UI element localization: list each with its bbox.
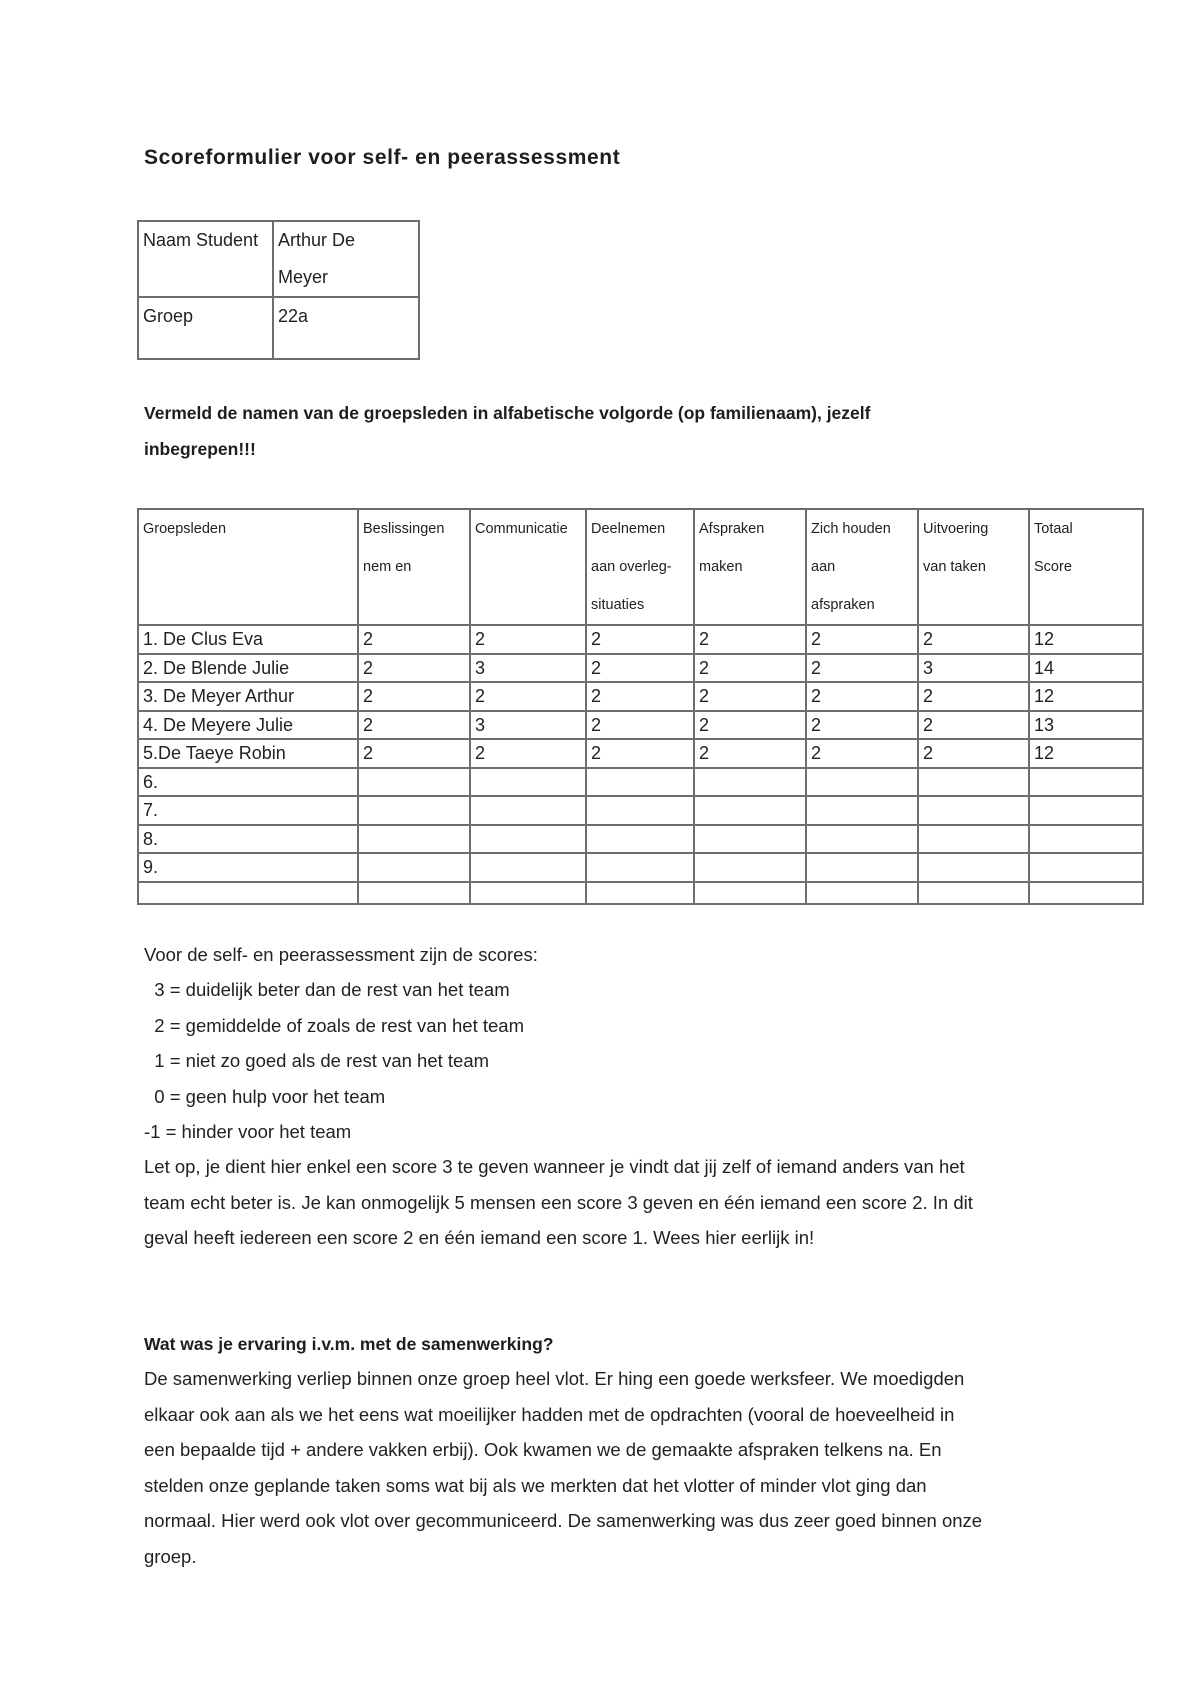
score-cell: 2 [586,625,694,654]
score-cell: 2 [806,711,918,740]
score-cell [358,768,470,797]
score-cell [1029,825,1143,854]
column-header [694,509,806,625]
score-cell: 3 [918,654,1029,683]
name-label: Naam Student [138,221,273,297]
scale-text-line: Let op, je dient hier enkel een score 3 te geven wanneer je vindt dat jij zelf of iemand anders van het [144,1156,965,1178]
score-cell [694,796,806,825]
score-cell: 3 [470,654,586,683]
group-row [138,297,419,359]
column-header-text: van taken [923,559,986,575]
column-header [806,509,918,625]
member-name-cell: 4. De Meyere Julie [138,711,358,740]
column-header [138,509,358,625]
group-label: Groep [138,297,273,359]
table-row [138,882,1143,904]
score-cell [694,768,806,797]
member-name-cell: 1. De Clus Eva [138,625,358,654]
experience-heading: Wat was je ervaring i.v.m. met de samenwerking? [144,1334,554,1354]
score-cell [586,882,694,904]
score-cell: 2 [358,711,470,740]
experience-text-line: een bepaalde tijd + andere vakken erbij). Ook kwamen we de gemaakte afspraken telkens na. En [144,1439,942,1460]
name-value [273,221,419,297]
score-cell: 12 [1029,625,1143,654]
table-row [138,625,1143,654]
score-cell: 2 [694,711,806,740]
column-header-text: Communicatie [475,521,568,537]
score-cell: 2 [358,739,470,768]
score-cell: 2 [694,739,806,768]
column-header-text: aan [811,559,836,575]
score-cell [694,853,806,882]
member-name-cell: 3. De Meyer Arthur [138,682,358,711]
score-cell [1029,796,1143,825]
score-cell: 2 [806,625,918,654]
table-row [138,711,1143,740]
score-cell: 2 [586,739,694,768]
column-header-text: nem en [363,559,412,575]
score-cell [470,768,586,797]
column-header-text: maken [699,559,743,575]
scale-text-line: 1 = niet zo goed als de rest van het team [144,1050,490,1072]
score-cell: 2 [358,682,470,711]
score-cell: 2 [806,739,918,768]
score-cell [918,882,1029,904]
score-cell: 2 [470,682,586,711]
score-cell [1029,853,1143,882]
score-cell [470,796,586,825]
scale-text-line: Voor de self- en peerassessment zijn de scores: [144,944,538,965]
score-cell [806,825,918,854]
score-cell: 2 [806,654,918,683]
score-cell [1029,768,1143,797]
column-header [470,509,586,625]
experience-text-line: elkaar ook aan als we het eens wat moeilijker hadden met de opdrachten (vooral de hoeveelheid in [144,1403,955,1425]
score-cell: 2 [358,654,470,683]
score-cell [586,853,694,882]
score-cell [586,796,694,825]
column-header-text: Score [1034,559,1072,575]
score-cell [918,768,1029,797]
score-cell: 12 [1029,739,1143,768]
table-row [138,825,1143,854]
column-header-text: Afspraken [699,521,765,537]
page-title: Scoreformulier voor self- en peerassessment [144,146,621,169]
member-name-cell: 6. [138,768,358,797]
score-cell: 2 [918,625,1029,654]
scale-text-line: -1 = hinder voor het team [144,1121,352,1142]
member-name-cell: 8. [138,825,358,854]
score-cell: 2 [694,654,806,683]
column-header-text: Groepsleden [143,521,227,537]
table-row [138,654,1143,683]
score-cell [470,853,586,882]
column-header [1029,509,1143,625]
score-cell [806,796,918,825]
column-header-text: Totaal [1034,521,1073,537]
score-cell [586,768,694,797]
score-cell: 3 [470,711,586,740]
column-header-text: afspraken [811,597,875,613]
experience-text-line: normaal. Hier werd ook vlot over gecommuniceerd. De samenwerking was dus zeer goed binnen onze [144,1510,983,1531]
column-header-text: aan overleg- [591,559,672,575]
scale-text-line: geval heeft iedereen een score 2 en één iemand een score 1. Wees hier eerlijk in! [144,1227,815,1249]
score-cell: 2 [918,682,1029,711]
score-cell: 2 [806,682,918,711]
group-value: 22a [273,297,419,359]
student-info-table [137,220,420,360]
table-row [138,768,1143,797]
table-header-row [138,509,1143,625]
score-cell: 2 [694,625,806,654]
score-cell: 2 [470,739,586,768]
name-line2: Meyer [278,267,329,287]
score-cell [806,853,918,882]
experience-text-line: groep. [144,1545,197,1567]
score-cell [806,882,918,904]
column-header-text: situaties [591,597,645,613]
instruction-line-2: inbegrepen!!! [144,439,256,459]
score-cell: 13 [1029,711,1143,740]
score-cell: 2 [586,654,694,683]
score-cell: 2 [918,739,1029,768]
score-cell [694,882,806,904]
table-row [138,739,1143,768]
scale-text-line: 3 = duidelijk beter dan de rest van het team [144,979,510,1001]
score-cell: 2 [586,682,694,711]
score-cell [806,768,918,797]
column-header-text: Deelnemen [591,521,666,537]
score-cell [470,882,586,904]
column-header [586,509,694,625]
score-cell [918,796,1029,825]
column-header [358,509,470,625]
member-name-cell: 9. [138,853,358,882]
member-name-cell: 2. De Blende Julie [138,654,358,683]
member-name-cell [138,882,358,904]
table-row [138,853,1143,882]
score-cell [694,825,806,854]
score-cell [918,825,1029,854]
member-name-cell: 7. [138,796,358,825]
table-row [138,682,1143,711]
score-cell: 2 [470,625,586,654]
member-name-cell: 5.De Taeye Robin [138,739,358,768]
scale-text-line: team echt beter is. Je kan onmogelijk 5 mensen een score 3 geven en één iemand een score 2. In dit [144,1191,973,1213]
peer-score-table [137,508,1144,905]
score-cell [918,853,1029,882]
column-header [918,509,1029,625]
score-cell: 2 [358,625,470,654]
score-cell: 2 [918,711,1029,740]
instruction-line-1: Vermeld de namen van de groepsleden in alfabetische volgorde (op familienaam), jezelf [144,403,871,423]
score-cell [470,825,586,854]
score-cell [358,853,470,882]
name-line1: Arthur De [278,230,356,250]
column-header-text: Uitvoering [923,521,989,537]
scale-text-line: 2 = gemiddelde of zoals de rest van het team [144,1014,524,1036]
score-cell: 2 [694,682,806,711]
column-header-text: Zich houden [811,521,891,537]
scale-text-line: 0 = geen hulp voor het team [144,1085,386,1107]
column-header-text: Beslissingen [363,521,445,537]
score-cell [1029,882,1143,904]
score-cell: 12 [1029,682,1143,711]
score-cell: 2 [586,711,694,740]
experience-text-line: stelden onze geplande taken soms wat bij als we merkten dat het vlotter of minder vlot ging dan [144,1474,927,1496]
table-row [138,796,1143,825]
score-cell [358,882,470,904]
score-cell [358,825,470,854]
experience-text-line: De samenwerking verliep binnen onze groep heel vlot. Er hing een goede werksfeer. We moedigden [144,1368,965,1389]
student-name-row [138,221,419,297]
score-cell [586,825,694,854]
score-cell: 14 [1029,654,1143,683]
score-cell [358,796,470,825]
